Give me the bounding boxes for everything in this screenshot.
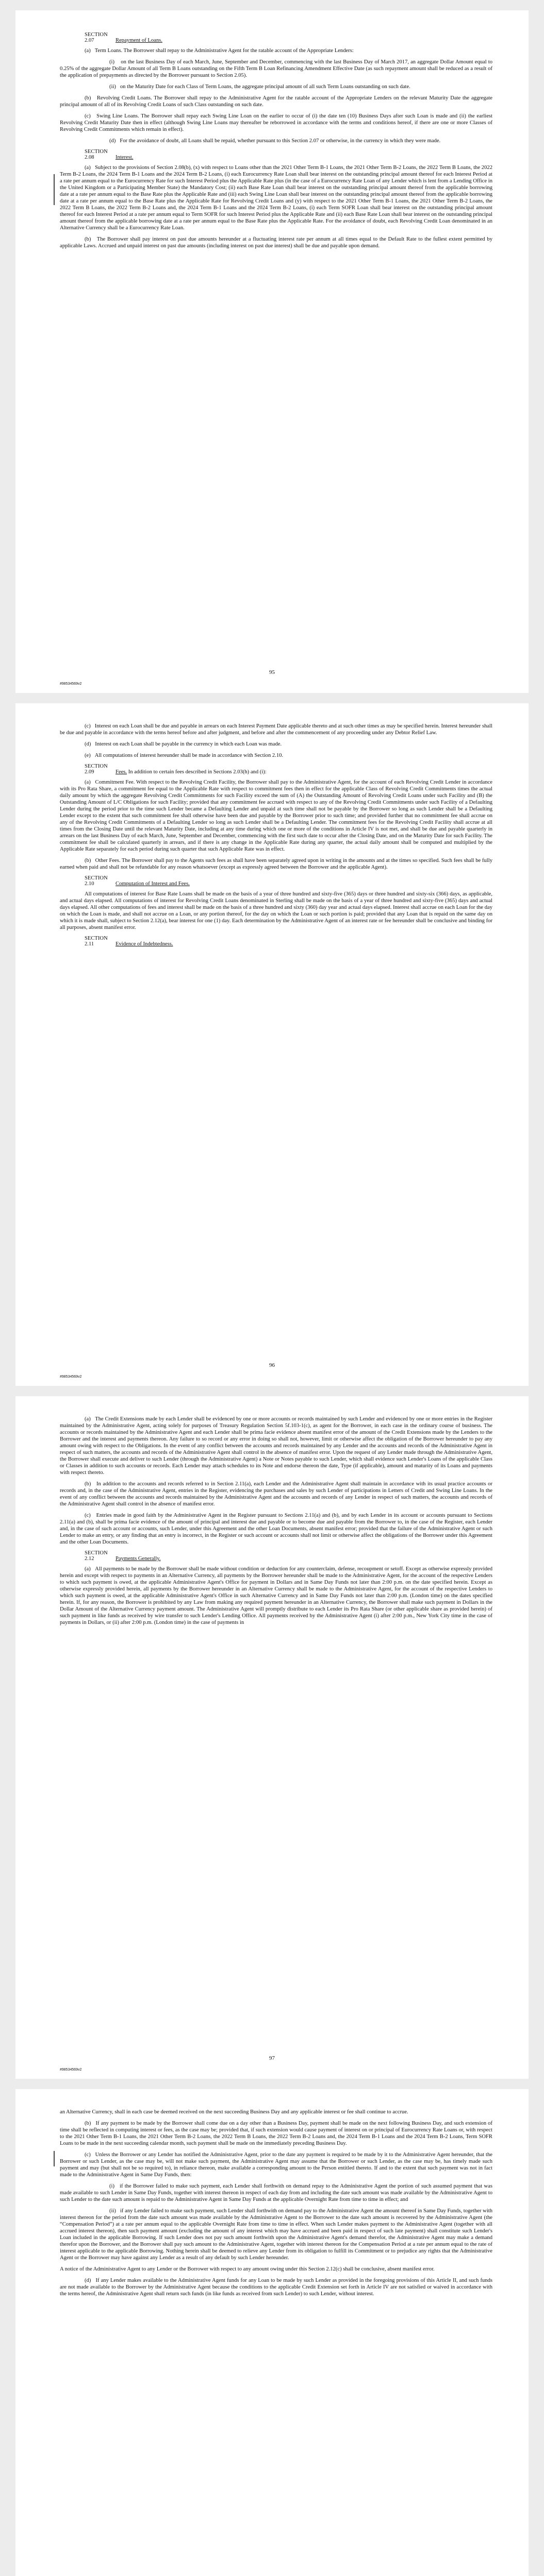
section-heading: SECTION 2.12 Payments Generally.	[85, 1550, 161, 1562]
document-page	[15, 703, 529, 1386]
section-heading: SECTION 2.09 Fees. In addition to certain fees described in Sections 2.03(h) and (i):	[85, 764, 267, 775]
paragraph: (e) All computations of interest hereunder shall be made in accordance with Section 2.10.	[85, 753, 284, 758]
page-number: 97	[269, 2055, 275, 2061]
document-id: #98534569v2	[60, 682, 82, 686]
paragraph: A notice of the Administrative Agent to any Lender or the Borrower with respect to any amount owing under this Section 2.12(c) shall be conclusive, absent manifest error.	[60, 2266, 435, 2272]
paragraph: (b) If any payment to be made by the Borrower shall come due on a day other than a Business Day, payment shall be made on the next following Business Day, and such extension of time shall be reflected in computing interest or fees, as the case may be; provided that, if such extension would cause payment of interest on or principal of Eurocurrency Rate Loans or, with respect to the 2021 Other Term B-1 Loans, the 2021 Other Term B-2 Loans, the 2022 Term B Loans, the 2022 Term B-2 Loans and, the 2024 Term B-1 Loans and the 2024 Term B-2 Loans, Term SOFR Loans to be made in the next succeeding calendar month, such payment shall be made on the immediately preceding Business Day.	[60, 2121, 492, 2146]
paragraph: (i) if the Borrower failed to make such payment, each Lender shall forthwith on demand repay to the Administrative Agent the portion of such assumed payment that was made available to such Lender in Same Day Funds, together with interest thereon in respect of each day from and including the date such amount was made available by the Administrative Agent to such Lender to the date such amount is repaid to the Administrative Agent in Same Day Funds at the applicable Overnight Rate from time to time in effect; and	[60, 2183, 492, 2202]
change-bar	[54, 2151, 55, 2166]
paragraph: (a) Commitment Fee. With respect to the Revolving Credit Facility, the Borrower shall pay to the Administrative Agent, for the account of each Revolving Credit Lender in accordance with its Pro Rata Share, a commitment fee equal to the Applicable Rate with respect to commitment fees then in effect for the applicable Class of Revolving Credit Commitments times the actual daily amount by which the aggregate Revolving Credit Commitments for such Facility exceed the sum of (A) the Outstanding Amount of Revolving Credit Loans under such Facility and (B) the Outstanding Amount of L/C Obligations for such Facility; provided that any commitment fee accrued with respect to any of the Revolving Credit Commitments under such Facility of a Defaulting Lender during the period prior to the time such Lender became a Defaulting Lender and unpaid at such time shall not be payable by the Borrower so long as such Lender shall be a Defaulting Lender except to the extent that such commitment fee shall otherwise have been due and payable by the Borrower prior to such time; and provided further that no commitment fee shall accrue on any of the Revolving Credit Commitments of a Defaulting Lender so long as such Lender shall be a Defaulting Lender. The commitment fees for the Revolving Credit Facility shall accrue at all times from the Closing Date until the relevant Maturity Date, including at any time during which one or more of the conditions in Article IV is not met, and shall be due and payable quarterly in arrears on the last Business Day of each March, June, September and December, commencing with the first such date to occur after the Closing Date, and on the Maturity Date for such Facility. The commitment fee shall be calculated quarterly in arrears, and if there is any change in the Applicable Rate during any quarter, the actual daily amount shall be computed and multiplied by the Applicable Rate separately for each period during such quarter that such Applicable Rate was in effect.	[60, 779, 492, 852]
paragraph: (c) Interest on each Loan shall be due and payable in arrears on each Interest Payment Date applicable thereto and at such other times as may be specified herein. Interest hereunder shall be due and payable in accordance with the terms hereof before and after judgment, and before and after the commencement of any proceeding under any Debtor Relief Law.	[60, 723, 492, 736]
paragraph: (ii) if any Lender failed to make such payment, such Lender shall forthwith on demand pay to the Administrative Agent the amount thereof in Same Day Funds, together with interest thereon for the period from the date such amount was made available by the Administrative Agent to the Borrower to the date such amount is recovered by the Administrative Agent (the “Compensation Period”) at a rate per annum equal to the applicable Overnight Rate from time to time in effect. When such Lender makes payment to the Administrative Agent (together with all accrued interest thereon), then such payment amount (excluding the amount of any interest which may have accrued and been paid in respect of such late payment) shall constitute such Lender's Loan included in the applicable Borrowing. If such Lender does not pay such amount forthwith upon the Administrative Agent's demand therefor, the Administrative Agent may make a demand therefor upon the Borrower, and the Borrower shall pay such amount to the Administrative Agent, together with interest thereon for the Compensation Period at a rate per annum equal to the rate of interest applicable to the applicable Borrowing. Nothing herein shall be deemed to relieve any Lender from its obligation to fulfill its Commitment or to prejudice any rights that the Administrative Agent or the Borrower may have against any Lender as a result of any default by such Lender hereunder.	[60, 2208, 492, 2261]
paragraph: (a) Term Loans. The Borrower shall repay to the Administrative Agent for the ratable account of the Appropriate Lenders:	[85, 48, 354, 54]
page-number: 95	[269, 669, 275, 675]
paragraph: an Alternative Currency, shall in each case be deemed received on the next succeeding Business Day and any applicable interest or fee shall continue to accrue.	[60, 2109, 408, 2115]
document-page	[15, 1396, 529, 2079]
document-page	[15, 2089, 529, 2576]
paragraph: (a) The Credit Extensions made by each Lender shall be evidenced by one or more accounts or records maintained by such Lender and evidenced by one or more entries in the Register maintained by the Administrative Agent, acting solely for purposes of Treasury Regulation Section 5f.103-1(c), as agent for the Borrower, in each case in the ordinary course of business. The accounts or records maintained by the Administrative Agent and each Lender shall be prima facie evidence absent manifest error of the amount of the Credit Extensions made by the Lenders to the Borrower and the interest and payments thereon. Any failure to so record or any error in doing so shall not, however, limit or otherwise affect the obligation of the Borrower hereunder to pay any amount owing with respect to the Obligations. In the event of any conflict between the accounts and records maintained by any Lender and the accounts and records of the Administrative Agent in respect of such matters, the accounts and records of the Administrative Agent shall control in the absence of manifest error. Upon the request of any Lender made through the Administrative Agent, the Borrower shall execute and deliver to such Lender (through the Administrative Agent) a Note or Notes payable to such Lender, which shall evidence such Lender's Loans of the applicable Class or Classes in addition to such accounts or records. Each Lender may attach schedules to its Note and endorse thereon the date, Type (if applicable), amount and maturity of its Loans and payments with respect thereto.	[60, 1416, 492, 1476]
document-page	[15, 10, 529, 693]
paragraph: (ii) on the Maturity Date for each Class of Term Loans, the aggregate principal amount of all such Term Loans outstanding on such date.	[109, 84, 410, 90]
section-heading: SECTION 2.11 Evidence of Indebtedness.	[85, 936, 173, 947]
paragraph: (d) If any Lender makes available to the Administrative Agent funds for any Loan to be made by such Lender as provided in the foregoing provisions of this Article II, and such funds are not made available to the Borrower by the Administrative Agent because the conditions to the applicable Credit Extension set forth in Article IV are not satisfied or waived in accordance with the terms hereof, the Administrative Agent shall return such funds (in like funds as received from such Lender) to such Lender, without interest.	[60, 2278, 492, 2297]
paragraph: (b) In addition to the accounts and records referred to in Section 2.11(a), each Lender and the Administrative Agent shall maintain in accordance with its usual practice accounts or records and, in the case of the Administrative Agent, entries in the Register, evidencing the purchases and sales by such Lender of participations in Letters of Credit and Swing Line Loans. In the event of any conflict between the accounts and records maintained by the Administrative Agent and the accounts and records of any Lender in respect of such matters, the accounts and records of the Administrative Agent shall control in the absence of manifest error.	[60, 1481, 492, 1507]
paragraph: (a) Subject to the provisions of Section 2.08(b), (x) with respect to Loans other than the 2021 Other Term B-1 Loans, the 2021 Other Term B-2 Loans, the 2022 Term B Loans, the 2022 Term B-2 Loans, the 2024 Term B-1 Loans and the 2024 Term B-2 Loans, (i) each Eurocurrency Rate Loan shall bear interest on the outstanding principal amount thereof for each Interest Period at a rate per annum equal to the Eurocurrency Rate for such Interest Period plus the Applicable Rate plus (in the case of a Eurocurrency Rate Loan of any Lender which is lent from a Lending Office in the United Kingdom or a Participating Member State) the Mandatory Cost; (ii) each Base Rate Loan shall bear interest on the outstanding principal amount thereof from the applicable borrowing date at a rate per annum equal to the Base Rate plus the Applicable Rate and (iii) each Swing Line Loan shall bear interest on the outstanding principal amount thereof from the applicable borrowing date at a rate per annum equal to the Base Rate plus the Applicable Rate for Revolving Credit Loans and (y) with respect to the 2021 Other Term B-1 Loans, the 2021 Other Term B-2 Loans, the 2022 Term B Loans, the 2022 Term B-2 Loans and, the 2024 Term B-1 Loans and the 2024 Term B-2 Loans, (i) each Term SOFR Loan shall bear interest on the outstanding principal amount thereof for each Interest Period at a rate per annum equal to Term SOFR for such Interest Period plus the Applicable Rate and (ii) each Base Rate Loan shall bear interest on the outstanding principal amount thereof from the applicable borrowing date at a rate per annum equal to the Base Rate plus the Applicable Rate. For the avoidance of doubt, each Revolving Credit Loan denominated in an Alternative Currency shall be a Eurocurrency Rate Loan.	[60, 165, 492, 231]
paragraph: (b) Revolving Credit Loans. The Borrower shall repay to the Administrative Agent for the ratable account of the Appropriate Lenders on the relevant Maturity Date the aggregate principal amount of all of its Revolving Credit Loans of such Class outstanding on such date.	[60, 95, 492, 108]
document-id: #98534569v2	[60, 2068, 82, 2072]
paragraph: (b) Other Fees. The Borrower shall pay to the Agents such fees as shall have been separately agreed upon in writing in the amounts and at the times so specified. Such fees shall be fully earned when paid and shall not be refundable for any reason whatsoever (except as expressly agreed between the Borrower and the applicable Agent).	[60, 858, 492, 870]
section-heading: SECTION 2.07 Repayment of Loans.	[85, 32, 162, 43]
section-heading: SECTION 2.08 Interest.	[85, 149, 134, 160]
section-heading: SECTION 2.10 Computation of Interest and Fees.	[85, 875, 190, 887]
paragraph: (d) Interest on each Loan shall be payable in the currency in which each Loan was made.	[85, 741, 282, 747]
paragraph: (i) on the last Business Day of each March, June, September and December, commencing with the last Business Day of March 2017, an aggregate Dollar Amount equal to 0.25% of the aggregate Dollar Amount of all Term B Loans outstanding on the Fifth Term B Loan Refinancing Amendment Effective Date (as such repayment amount shall be reduced as a result of the application of prepayments as directed by the Borrower pursuant to Section 2.05).	[60, 59, 492, 78]
page-number: 96	[269, 1362, 275, 1368]
paragraph: (d) For the avoidance of doubt, all Loans shall be repaid, whether pursuant to this Section 2.07 or otherwise, in the currency in which they were made.	[109, 138, 441, 144]
change-bar	[54, 174, 55, 205]
paragraph: (c) Unless the Borrower or any Lender has notified the Administrative Agent, prior to the date any payment is required to be made by it to the Administrative Agent hereunder, that the Borrower or such Lender, as the case may be, will not make such payment, the Administrative Agent may assume that the Borrower or such Lender, as the case may be, has timely made such payment and may (but shall not be so required to), in reliance thereon, make available a corresponding amount to the Person entitled thereto. If and to the extent that such payment was not in fact made to the Administrative Agent in Same Day Funds, then:	[60, 2152, 492, 2178]
paragraph: (a) All payments to be made by the Borrower shall be made without condition or deduction for any counterclaim, defense, recoupment or setoff. Except as otherwise expressly provided herein and except with respect to payments in an Alternative Currency, all payments by the Borrower hereunder shall be made to the Administrative Agent, for the account of the respective Lenders to which such payment is owed, at the applicable Administrative Agent's Office for payment in Dollars and in Same Day Funds not later than 2:00 p.m. on the date specified herein. Except as otherwise expressly provided herein, all payments by the Borrower hereunder in an Alternative Currency shall be made to the Administrative Agent, for the account of the respective Lenders to which such payment is owed, at the applicable Administrative Agent's Office in such Alternative Currency and in Same Day Funds not later than 2:00 p.m. (London time) on the dates specified herein. If, for any reason, the Borrower is prohibited by any Law from making any required payment hereunder in an Alternative Currency, the Borrower shall make such payment in Dollars in the Dollar Amount of the Alternative Currency payment amount. The Administrative Agent will promptly distribute to each Lender its Pro Rata Share (or other applicable share as provided herein) of such payment in like funds as received by wire transfer to such Lender's Lending Office. All payments received by the Administrative Agent (i) after 2:00 p.m., New York City time in the case of payments in Dollars, or (ii) after 2:00 p.m. (London time) in the case of payments in	[60, 1566, 492, 1625]
paragraph: (c) Entries made in good faith by the Administrative Agent in the Register pursuant to Sections 2.11(a) and (b), and by each Lender in its account or accounts pursuant to Sections 2.11(a) and (b), shall be prima facie evidence of the amount of principal and interest due and payable or to become due and payable from the Borrower to, in the case of the Register, each Lender and, in the case of such account or accounts, such Lender, under this Agreement and the other Loan Documents, absent manifest error; provided that the failure of the Administrative Agent or such Lender to make an entry, or any finding that an entry is incorrect, in the Register or such account or accounts shall not limit or otherwise affect the obligations of the Borrower under this Agreement and the other Loan Documents.	[60, 1513, 492, 1545]
paragraph: (b) The Borrower shall pay interest on past due amounts hereunder at a fluctuating interest rate per annum at all times equal to the Default Rate to the fullest extent permitted by applicable Laws. Accrued and unpaid interest on past due amounts (including interest on past due interest) shall be due and payable upon demand.	[60, 236, 492, 249]
document-id: #98534569v2	[60, 1375, 82, 1379]
paragraph: All computations of interest for Base Rate Loans shall be made on the basis of a year of three hundred and sixty-five (365) days or three hundred and sixty-six (366) days, as applicable, and actual days elapsed. All computations of interest for Revolving Credit Loans denominated in Sterling shall be made on the basis of a year of three hundred and sixty-five (365) days and actual days elapsed. All other computations of fees and interest shall be made on the basis of a three hundred and sixty (360) day year and actual days elapsed. Interest shall accrue on each Loan for the day on which the Loan is made, and shall not accrue on a Loan, or any portion thereof, for the day on which the Loan or such portion is paid; provided that any Loan that is repaid on the same day on which it is made shall, subject to Section 2.12(a), bear interest for one (1) day. Each determination by the Administrative Agent of an interest rate or fee hereunder shall be conclusive and binding for all purposes, absent manifest error.	[60, 891, 492, 930]
paragraph: (c) Swing Line Loans. The Borrower shall repay each Swing Line Loan on the earlier to occur of (i) the date ten (10) Business Days after such Loan is made and (ii) the earliest Revolving Credit Maturity Date then in effect (although Swing Line Loans may thereafter be reborrowed in accordance with the terms and conditions hereof, if there are one or more Classes of Revolving Credit Commitments which remain in effect).	[60, 113, 492, 132]
